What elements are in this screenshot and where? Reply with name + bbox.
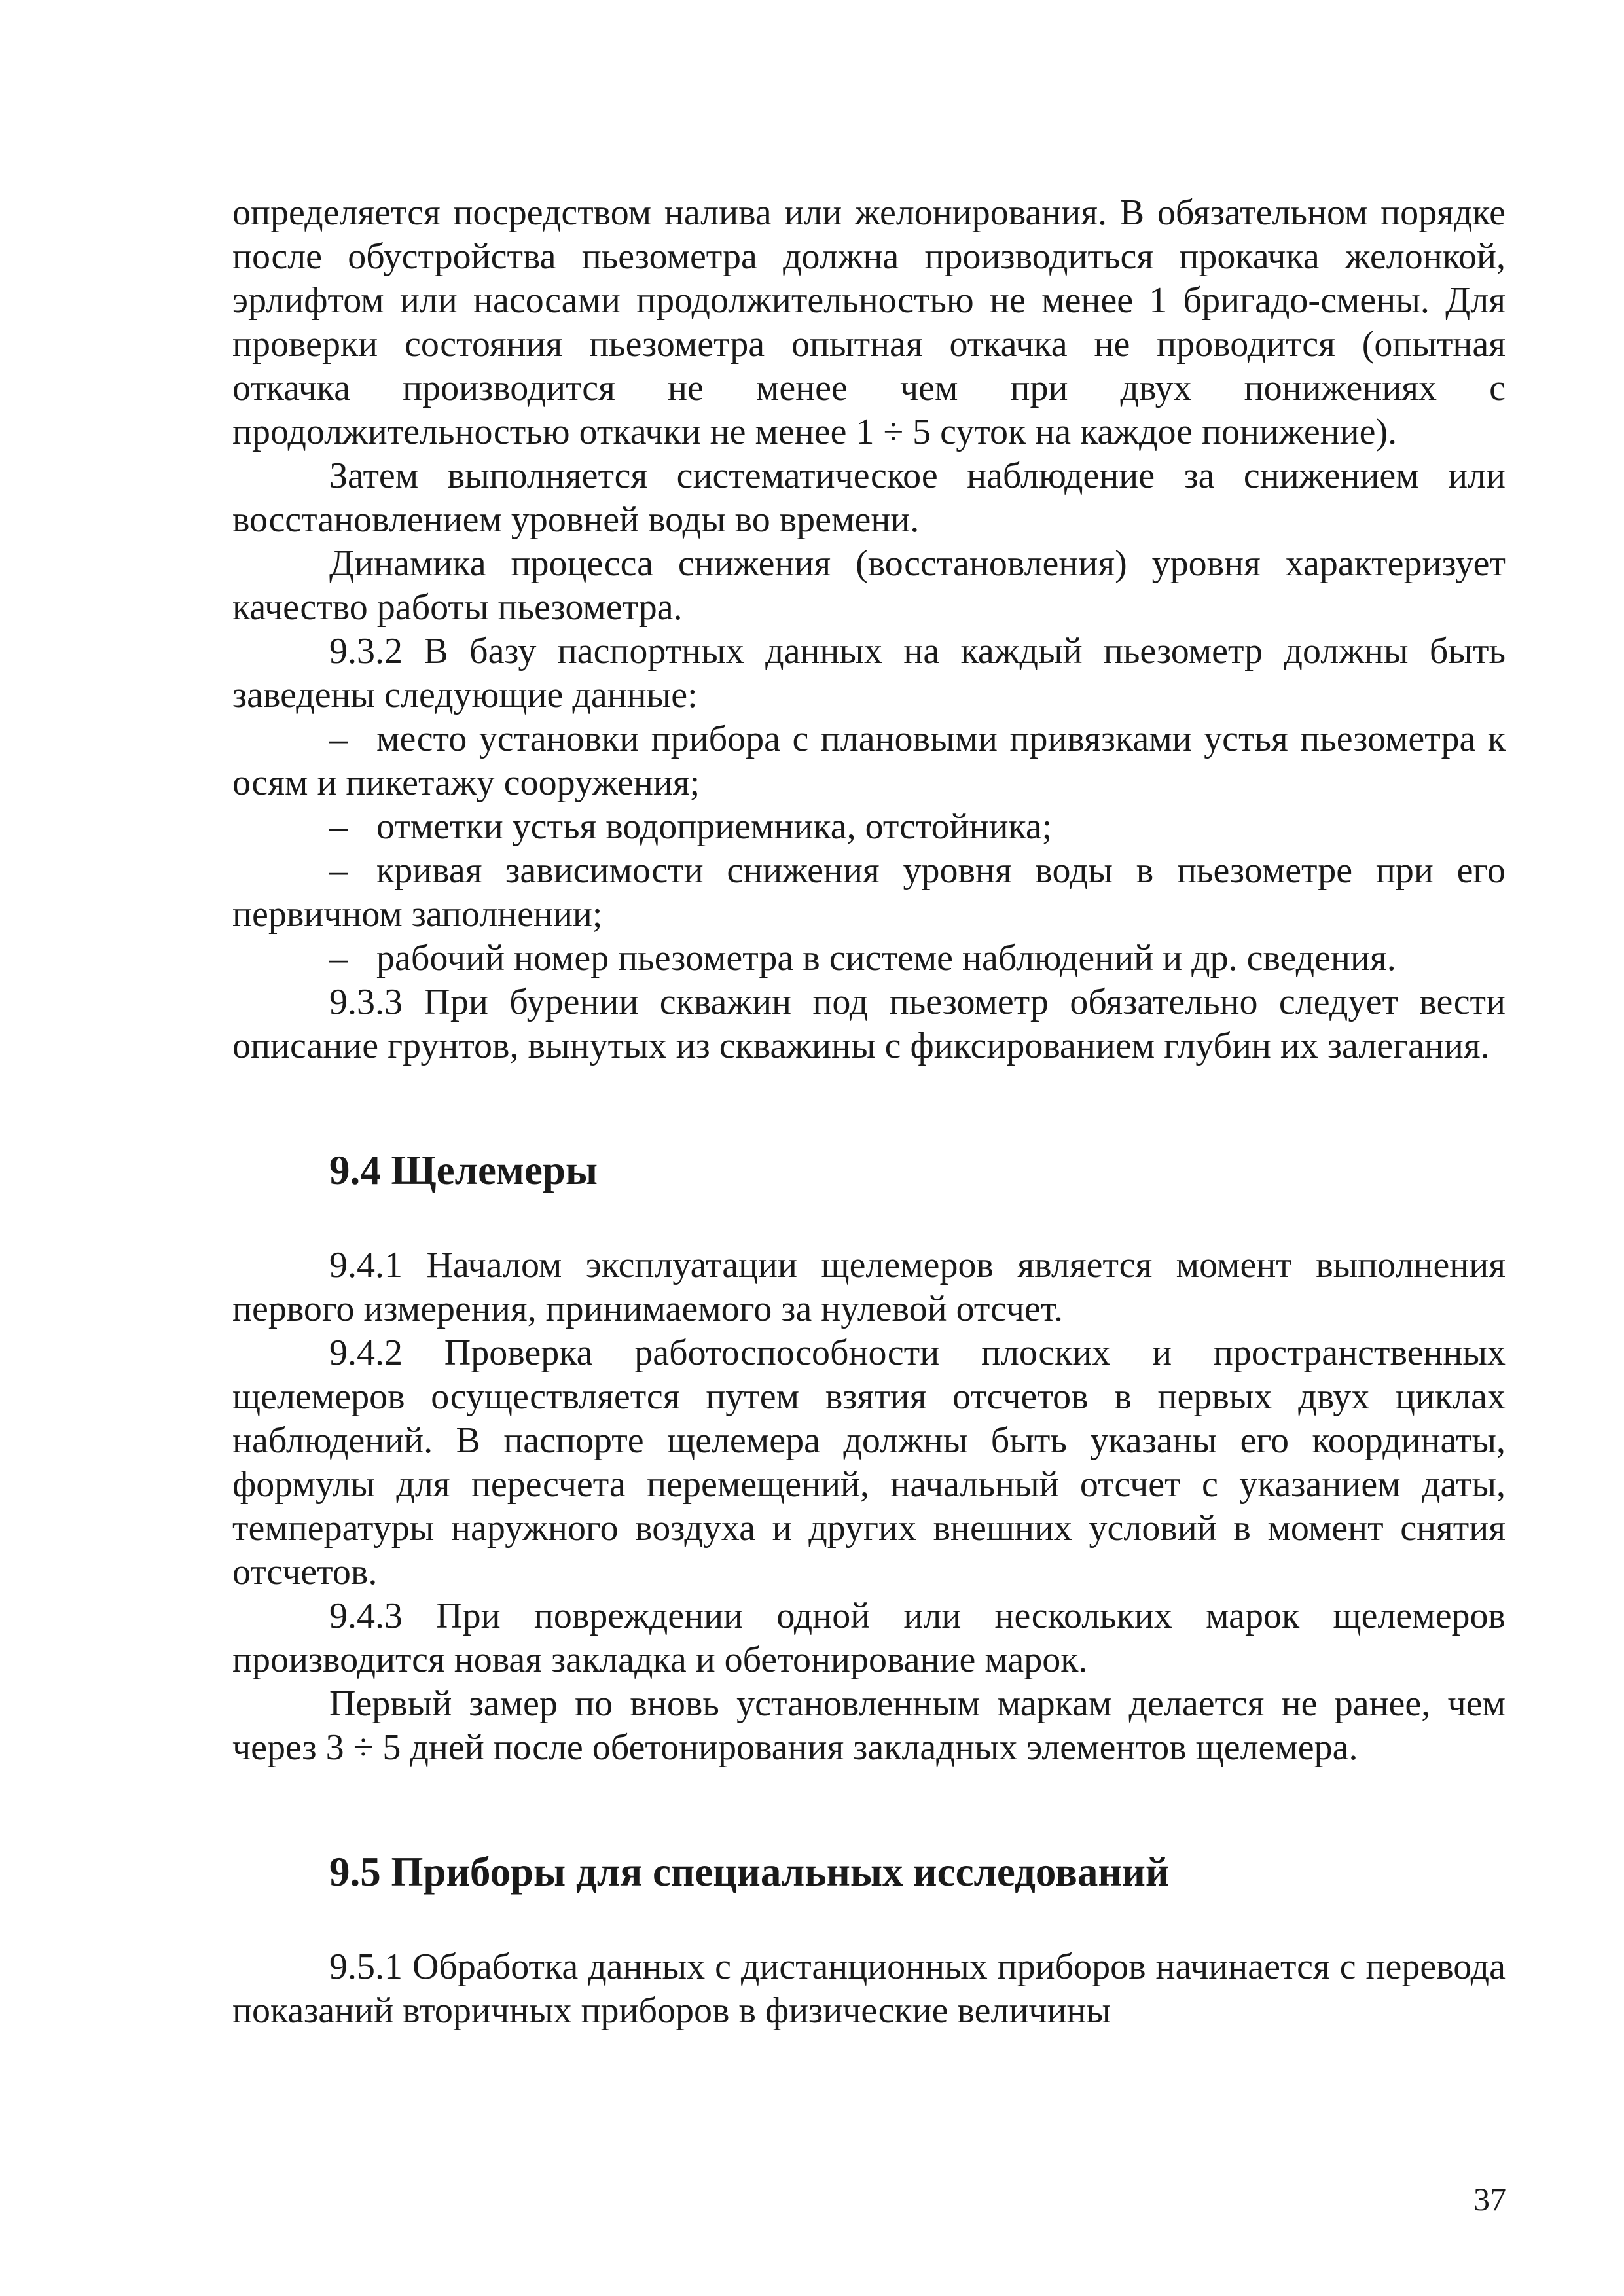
paragraph-9-3-2: 9.3.2 В базу паспортных данных на каждый пьезометр должны быть заведены следующие данные: [232, 631, 1506, 715]
dash-bullet: – [329, 850, 348, 891]
spacer [232, 1770, 1506, 1847]
list-item [232, 805, 1506, 849]
spacer [232, 1897, 1506, 1945]
spacer [232, 1068, 1506, 1145]
dash-bullet: – [329, 806, 348, 847]
paragraph-9-4-2: 9.4.2 Проверка работоспособности плоских и пространственных щелемеров осуществляется путем взятия отсчетов в первых двух циклах наблюдений. В паспорте щелемера должны быть указаны его координаты, формулы для пересчета перемещений, начальный отсчет с указанием даты, температуры наружного воздуха и других внешних условий в момент снятия отсчетов. [232, 1333, 1506, 1592]
list-item-text: место установки прибора с плановыми привязками устья пьезометра к осям и пикетажу сооружения; [232, 719, 1506, 803]
list-item [232, 717, 1506, 805]
section-title-9-5: 9.5 Приборы для специальных исследований [329, 1849, 1170, 1895]
paragraph-dynamics: Динамика процесса снижения (восстановления) уровня характеризует качество работы пьезометра. [232, 543, 1506, 628]
list-item [232, 937, 1506, 980]
paragraph-9-5-1: 9.5.1 Обработка данных с дистанционных приборов начинается с перевода показаний вторичных приборов в физические величины [232, 1946, 1506, 2031]
list-item [232, 849, 1506, 937]
spacer [232, 1195, 1506, 1244]
section-title-9-4: 9.4 Щелемеры [329, 1147, 598, 1193]
paragraph-9-4-1: 9.4.1 Началом эксплуатации щелемеров является момент выполнения первого измерения, принимаемого за нулевой отсчет. [232, 1245, 1506, 1329]
paragraph-9-4-3: 9.4.3 При повреждении одной или нескольких марок щелемеров производится новая закладка и обетонирование марок. [232, 1596, 1506, 1680]
dash-bullet: – [329, 719, 348, 759]
list-item-text: рабочий номер пьезометра в системе наблюдений и др. сведения. [376, 938, 1396, 978]
paragraph-9-3-3: 9.3.3 При бурении скважин под пьезометр обязательно следует вести описание грунтов, вынутых из скважины с фиксированием глубин их залегания. [232, 982, 1506, 1066]
page-number: 37 [1473, 2181, 1506, 2217]
document-page [232, 191, 1506, 2033]
list-item-text: отметки устья водоприемника, отстойника; [376, 806, 1053, 847]
paragraph-piezometer-pumping: определяется посредством налива или желонирования. В обязательном порядке после обустройства пьезометра должна производиться прокачка желонкой, эрлифтом или насосами продолжительностью не менее 1 бригадо-смены. Для проверки состояния пьезометра опытная откачка не проводится (опытная откачка производится не менее чем при двух понижениях с продолжительностью откачки не менее 1 ÷ 5 суток на каждое понижение). [232, 192, 1506, 452]
paragraph-observation: Затем выполняется систематическое наблюдение за снижением или восстановлением уровней воды во времени. [232, 456, 1506, 540]
paragraph-first-measurement: Первый замер по вновь установленным маркам делается не ранее, чем через 3 ÷ 5 дней после обетонирования закладных элементов щелемера. [232, 1683, 1506, 1768]
dash-bullet: – [329, 938, 348, 978]
list-item-text: кривая зависимости снижения уровня воды в пьезометре при его первичном заполнении; [232, 850, 1506, 935]
